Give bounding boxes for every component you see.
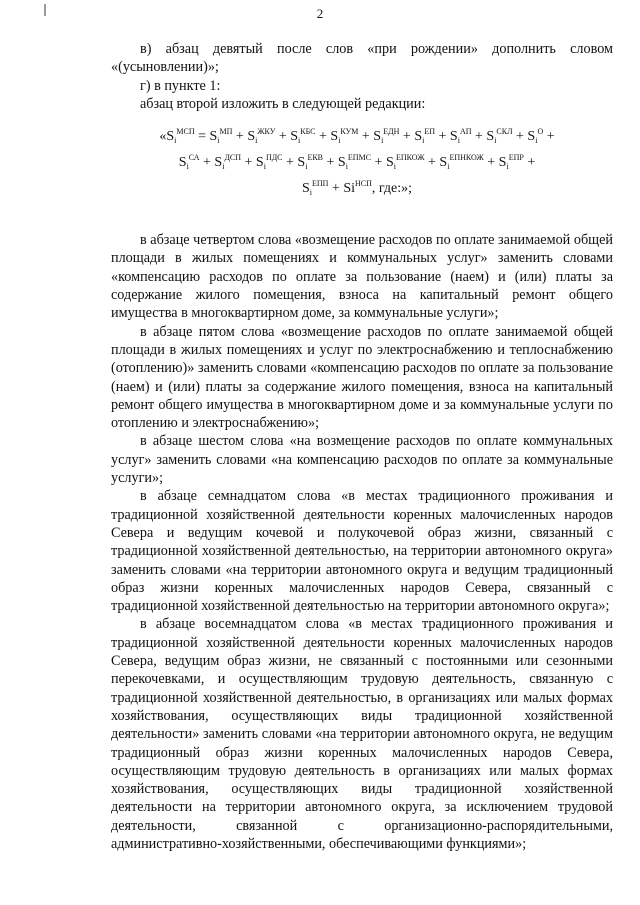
formula-row-2: $S_i^{СА} + S_i^{ДСП} + S_i^{ПДС} + S_i^{ЕКВ} + S_i^{ЕПМС} + S_i^{ЕПКОЖ} + S_i^{ЕПНКОЖ} + S_i^{ЕПР}$ + (178, 153, 536, 172)
formula (101, 123, 613, 201)
formula-row-1: «$S_i^{МСП} = S_i^{МП} + S_i^{ЖКУ} + S_i^{КБС} + S_i^{КУМ} + S_i^{ЕДН} + S_i^{ЕП} + S_i^{АП} + S_i^{СКЛ} + S_i^О$ + (159, 127, 555, 146)
paragraph-5: в абзаце пятом слова «возмещение расходов по оплате занимаемой общей площади в жилых помещениях и услуг по электроснабжению и теплоснабжению (отоплению)» заменить словами «компенсацию расходов по оплате за пользование (наем) и (или) платы за содержание жилого помещения, взноса на капитальный ремонт общего имущества в многоквартирном доме и за коммунальные услуги по отоплению и электроснабжению»; (111, 323, 613, 432)
paragraph-4: в абзаце четвертом слова «возмещение расходов по оплате занимаемой общей площади в жилых помещениях и коммунальных услуг» заменить словами «компенсацию расходов по оплате за пользование (наем) и (или) платы за содержание жилого помещения, взноса на капитальный ремонт общего имущества в многоквартирном доме, за коммунальные услуги»; (111, 232, 613, 322)
document-body (111, 40, 613, 853)
paragraph-18: в абзаце восемнадцатом слова «в местах традиционного проживания и традиционной хозяйственной деятельности коренных малочисленных народов Севера, ведущим образ жизни, не связанный с постоянными или сезонными перекочевками, и осуществляющим трудовую деятельность, связанную с традиционной хозяйственной деятельностью, в организациях или малых формах хозяйствования, осуществляющих виды традиционной хозяйственной деятельности» заменить словами «на территории автономного округа, не ведущим традиционный образ жизни коренных малочисленных народов Севера, осуществляющим трудовую деятельность в организациях или малых формах хозяйствования, осуществляющих виды традиционной хозяйственной деятельности на территории автономного округа, за исключением трудовой деятельности, связанной с организационно-распорядительными, административно-хозяйственными, обеспечивающими функциями»; (111, 616, 613, 852)
page-number: 2 (316, 6, 324, 21)
formula-row-3: $S_i^{ЕПП} + Si^{НСП}$, где:»; (301, 179, 413, 198)
amendment-line-v: в) абзац девятый после слов «при рождении» дополнить словом «(усыновлении)»; (111, 41, 613, 76)
amendment-line-intro: абзац второй изложить в следующей редакции: (140, 95, 426, 112)
paragraph-17: в абзаце семнадцатом слова «в местах традиционного проживания и традиционной хозяйственной деятельности коренных малочисленных народов Севера и ведущим кочевой и полукочевой образ жизни, связанный с традиционной хозяйственной деятельностью, на территории автономного округа» заменить словами «на территории автономного округа и ведущим традиционный образ жизни коренных малочисленных народов Севера, связанный с традиционной хозяйственной деятельностью на территории автономного округа»; (111, 488, 613, 615)
paragraph-6: в абзаце шестом слова «на возмещение расходов по оплате коммунальных услуг» заменить словами «на компенсацию расходов по оплате за коммунальные услуги»; (111, 433, 613, 487)
amendment-line-g: г) в пункте 1: (140, 77, 221, 94)
